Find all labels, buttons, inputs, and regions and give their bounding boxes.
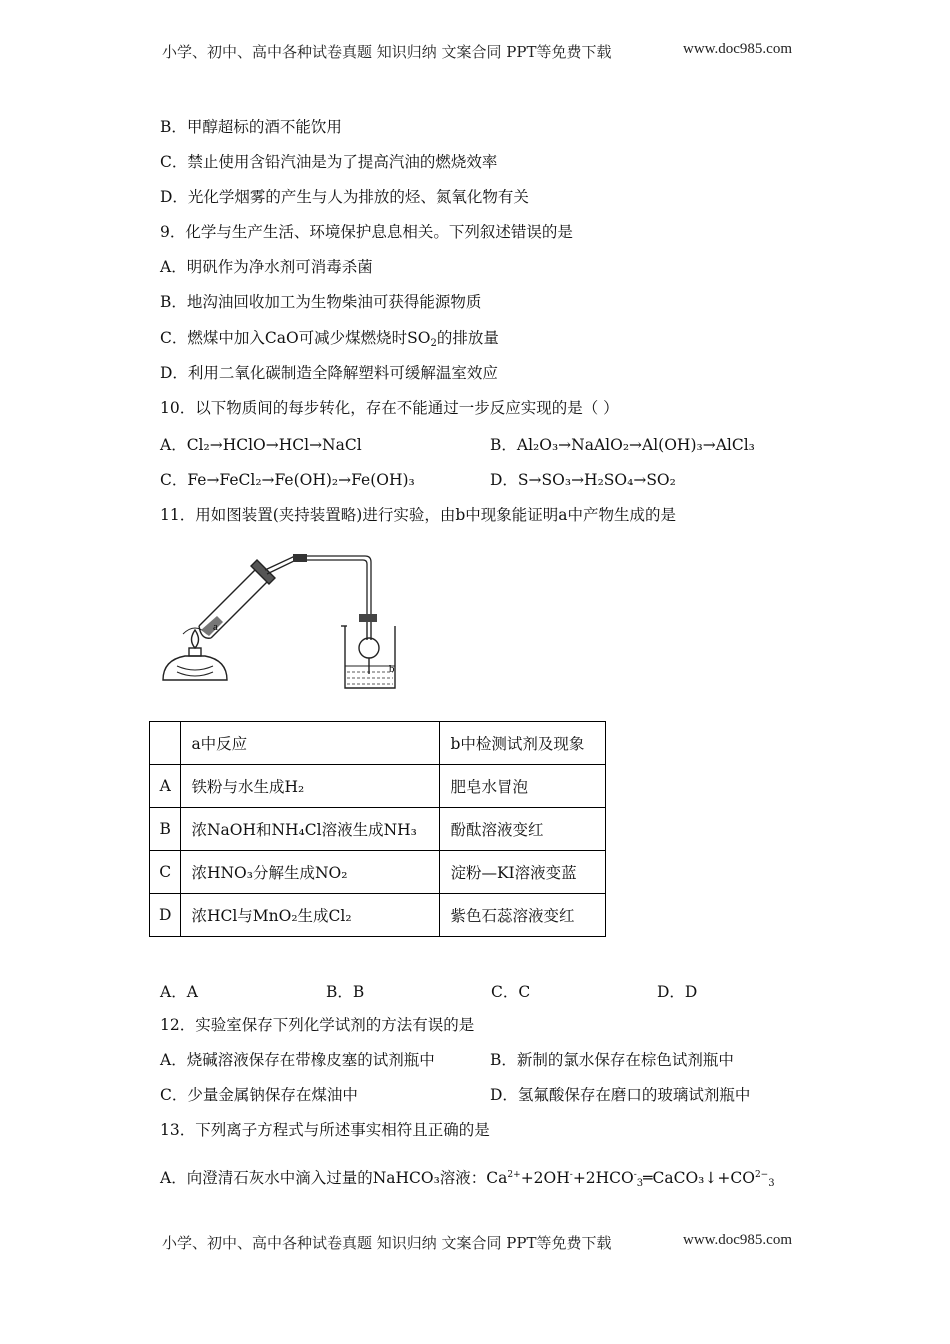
figure-label-a: a xyxy=(213,621,218,633)
table-row-key: D xyxy=(150,894,181,937)
q12-option-b: B．新制的氯水保存在棕色试剂瓶中 xyxy=(490,1051,734,1069)
table-row xyxy=(150,851,606,894)
table-header-row xyxy=(150,722,606,765)
table-row-key: C xyxy=(150,851,181,894)
experiment-apparatus-figure xyxy=(155,548,415,698)
header-text: 小学、初中、高中各种试卷真题 知识归纳 文案合同 PPT等免费下载 xyxy=(162,43,612,61)
q12-option-c: C．少量金属钠保存在煤油中 xyxy=(160,1086,358,1104)
table-row-reaction: 浓NaOH和NH₄Cl溶液生成NH₃ xyxy=(181,808,440,851)
table-header-empty xyxy=(150,722,181,765)
q9-option-a: A．明矾作为净水剂可消毒杀菌 xyxy=(160,258,373,276)
table-row-reaction: 浓HCl与MnO₂生成Cl₂ xyxy=(181,894,440,937)
q11-answer-b: B．B xyxy=(326,983,365,1001)
table-header-reaction: a中反应 xyxy=(181,722,440,765)
table-row-detection: 紫色石蕊溶液变红 xyxy=(440,894,606,937)
q9-stem: 9．化学与生产生活、环境保护息息相关。下列叙述错误的是 xyxy=(160,223,573,241)
footer-site-link[interactable]: www.doc985.com xyxy=(682,1232,792,1248)
table-row-reaction: 铁粉与水生成H₂ xyxy=(181,765,440,808)
table-header-detection: b中检测试剂及现象 xyxy=(440,722,606,765)
q10-option-c: C．Fe→FeCl₂→Fe(OH)₂→Fe(OH)₃ xyxy=(160,471,415,489)
q9-option-b: B．地沟油回收加工为生物柴油可获得能源物质 xyxy=(160,293,482,311)
q11-options-table xyxy=(149,721,606,937)
q11-answer-c: C．C xyxy=(491,983,531,1001)
q13-option-a: A．向澄清石灰水中滴入过量的NaHCO₃溶液：$Ca^{2+}+2OH^-+2HCO^-_3═CaCO_3↓+CO^{2-}_3$ xyxy=(160,1169,775,1189)
q10-option-a: A．Cl₂→HClO→HCl→NaCl xyxy=(160,436,362,454)
table-row-reaction: 浓HNO₃分解生成NO₂ xyxy=(181,851,440,894)
q10-option-b: B．Al₂O₃→NaAlO₂→Al(OH)₃→AlCl₃ xyxy=(490,436,755,454)
q11-answer-d: D．D xyxy=(657,983,698,1001)
q12-stem: 12．实验室保存下列化学试剂的方法有误的是 xyxy=(160,1016,475,1034)
q12-option-a: A．烧碱溶液保存在带橡皮塞的试剂瓶中 xyxy=(160,1051,435,1069)
header-site-link[interactable]: www.doc985.com xyxy=(682,41,792,57)
table-row xyxy=(150,765,606,808)
footer-text: 小学、初中、高中各种试卷真题 知识归纳 文案合同 PPT等免费下载 xyxy=(162,1234,612,1252)
q9-option-d: D．利用二氧化碳制造全降解塑料可缓解温室效应 xyxy=(160,364,498,382)
table-row-key: A xyxy=(150,765,181,808)
q13-stem: 13．下列离子方程式与所述事实相符且正确的是 xyxy=(160,1121,490,1139)
q8-option-b: B．甲醇超标的酒不能饮用 xyxy=(160,118,342,136)
q10-stem: 10．以下物质间的每步转化，存在不能通过一步反应实现的是（ ） xyxy=(160,399,619,417)
q8-option-c: C．禁止使用含铅汽油是为了提高汽油的燃烧效率 xyxy=(160,153,498,171)
figure-label-b: b xyxy=(389,663,395,675)
table-row-key: B xyxy=(150,808,181,851)
q11-stem: 11．用如图装置(夹持装置略)进行实验，由b中现象能证明a中产物生成的是 xyxy=(160,506,676,524)
q12-option-d: D．氢氟酸保存在磨口的玻璃试剂瓶中 xyxy=(490,1086,751,1104)
table-row xyxy=(150,894,606,937)
q8-option-d: D．光化学烟雾的产生与人为排放的烃、氮氧化物有关 xyxy=(160,188,529,206)
page-header xyxy=(162,41,792,62)
table-row xyxy=(150,808,606,851)
table-row-detection: 肥皂水冒泡 xyxy=(440,765,606,808)
page-footer xyxy=(162,1232,792,1253)
q10-option-d: D．S→SO₃→H₂SO₄→SO₂ xyxy=(490,471,676,489)
q9-option-c: C．燃煤中加入CaO可减少煤燃烧时$SO_2$的排放量 xyxy=(160,329,499,349)
table-row-detection: 淀粉—KI溶液变蓝 xyxy=(440,851,606,894)
table-row-detection: 酚酞溶液变红 xyxy=(440,808,606,851)
q11-answer-a: A．A xyxy=(160,983,198,1001)
